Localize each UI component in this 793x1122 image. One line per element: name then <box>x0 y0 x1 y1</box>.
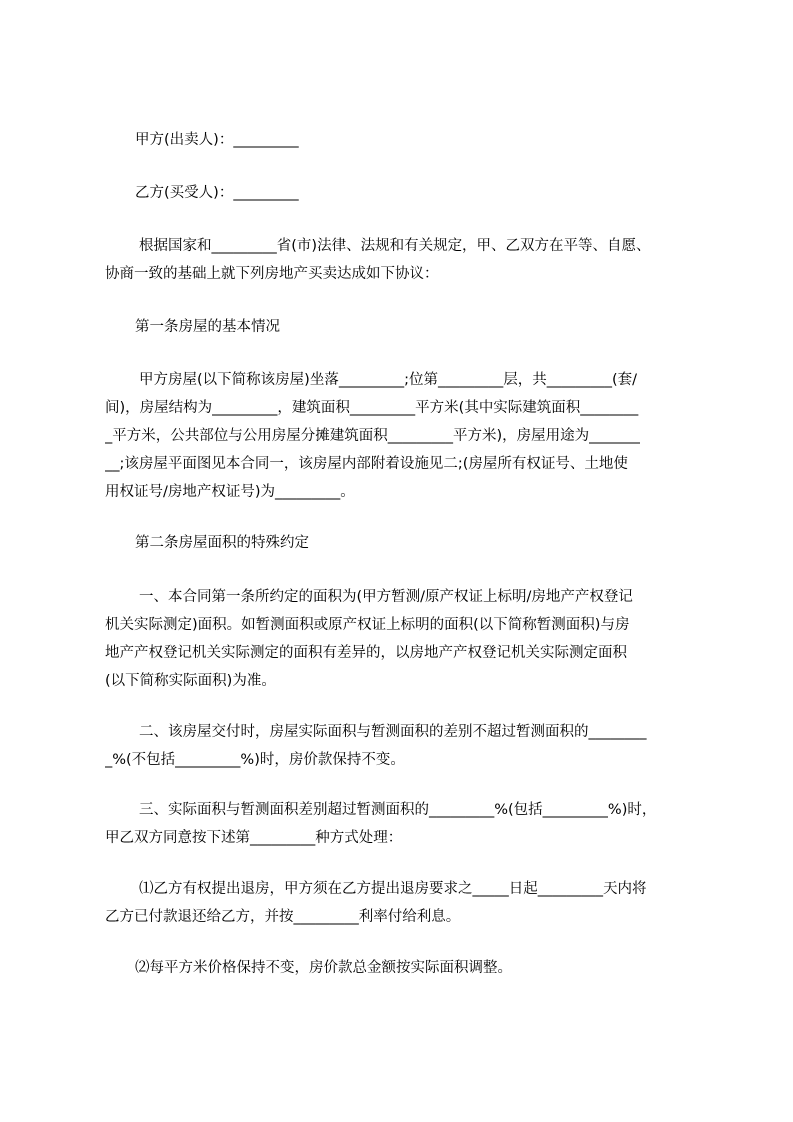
preamble-line-2: 协商一致的基础上就下列房地产买卖达成如下协议： <box>105 266 439 282</box>
preamble-line-1: 根据国家和_________省(市)法律、法规和有关规定，甲、乙双方在平等、自愿、 <box>139 238 651 254</box>
article2-clause3-line-1: 三、实际面积与暂测面积差别超过暂测面积的_________%(包括_________%)时， <box>139 802 657 818</box>
article1-title: 第一条房屋的基本情况 <box>135 319 280 335</box>
article1-line-2: 间)，房屋结构为_________，建筑面积_________平方米(其中实际建筑面积________ <box>105 400 639 416</box>
article1-line-3: _平方米，公共部位与公用房屋分摊建筑面积_________平方米)，房屋用途为_______ <box>105 428 640 444</box>
article2-option1-line-1: ⑴乙方有权提出退房，甲方须在乙方提出退房要求之_____日起_________天内将 <box>139 881 647 897</box>
article2-clause1-line-3: 地产产权登记机关实际测定的面积有差异的，以房地产产权登记机关实际测定面积 <box>105 645 627 661</box>
article2-clause2-line-1: 二、该房屋交付时，房屋实际面积与暂测面积的差别不超过暂测面积的________ <box>139 724 647 740</box>
article2-option2-line: ⑵每平方米价格保持不变，房价款总金额按实际面积调整。 <box>135 960 512 976</box>
article1-line-1: 甲方房屋(以下简称该房屋)坐落_________;位第_________层，共_________(套/ <box>139 372 637 388</box>
party-a-line: 甲方(出卖人)：_________ <box>135 132 299 148</box>
article2-clause1-line-4: (以下简称实际面积)为准。 <box>105 673 276 689</box>
party-b-line: 乙方(买受人)：_________ <box>135 185 299 201</box>
article1-line-4: __;该房屋平面图见本合同一，该房屋内部附着设施见二;(房屋所有权证号、土地使 <box>105 456 628 472</box>
article2-title: 第二条房屋面积的特殊约定 <box>135 535 309 551</box>
article2-option1-line-2: 乙方已付款退还给乙方，并按_________利率付给利息。 <box>105 909 461 925</box>
article2-clause3-line-2: 甲乙双方同意按下述第_________种方式处理： <box>105 830 403 846</box>
article2-clause1-line-1: 一、本合同第一条所约定的面积为(甲方暂测/原产权证上标明/房地产产权登记 <box>139 589 633 605</box>
article2-clause1-line-2: 机关实际测定)面积。如暂测面积或原产权证上标明的面积(以下简称暂测面积)与房 <box>105 617 630 633</box>
article1-line-5: 用权证号/房地产权证号)为_________。 <box>105 484 355 500</box>
article2-clause2-line-2: _%(不包括_________%)时，房价款保持不变。 <box>105 752 405 768</box>
